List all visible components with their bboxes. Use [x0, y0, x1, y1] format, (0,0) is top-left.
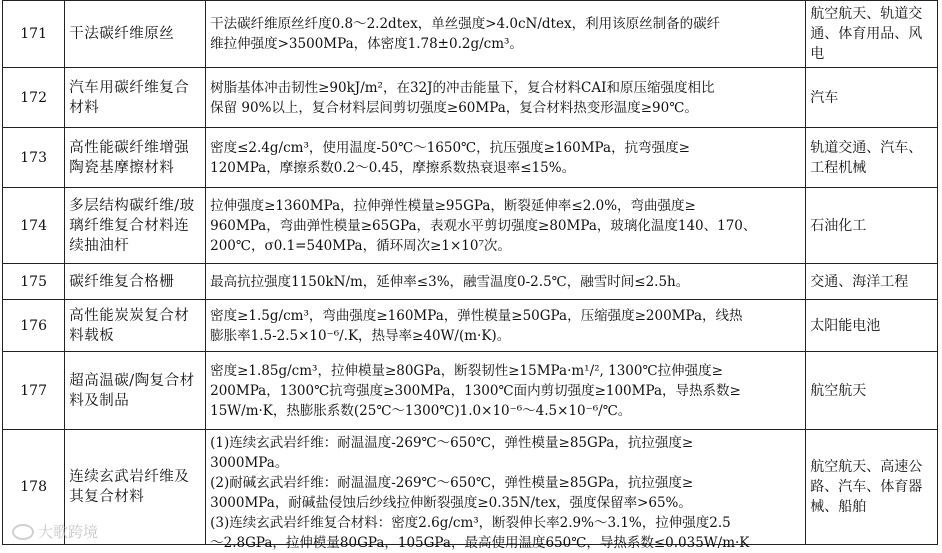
spec-line: 200MPa，1300℃抗弯强度≥300MPa，1300℃面内剪切强度≥100MPa，导热系数≥ — [210, 382, 741, 399]
application-field — [806, 68, 938, 128]
product-name: 超高温碳/陶复合材料及制品 — [65, 352, 206, 430]
spec-line: (1)连续玄武岩纤维：耐温温度-269℃～650℃，弹性模量≥85GPa，抗拉强度≥ — [210, 435, 694, 451]
table-row — [3, 264, 938, 300]
spec-line: ～2.8GPa，拉伸模量80GPa，105GPa，最高使用温度650℃，导热系数≤0.035W/m·K — [210, 535, 750, 551]
application-line: 石油化工 — [810, 217, 867, 234]
spec-table-body — [3, 1, 938, 551]
product-name: 多层结构碳纤维/玻璃纤维复合材料连续抽油杆 — [65, 188, 206, 264]
spec-line: 密度≥1.5g/cm³，弯曲强度≥160MPa，弹性模量≥50GPa，压缩强度≥200MPa，线热 — [210, 307, 743, 324]
spec-line: 膨胀率1.5-2.5×10⁻⁶/.K，热导率≥40W/(m·K)。 — [210, 327, 511, 344]
spec-requirements — [206, 128, 806, 188]
product-name: 汽车用碳纤维复合材料 — [65, 68, 206, 128]
spec-line: 最高抗拉强度1150kN/m，延伸率≤3%，融雪温度0-2.5℃，融雪时间≤2.5h。 — [210, 273, 690, 290]
spec-line: (3)连续玄武岩纤维复合材料：密度2.6g/cm³，断裂伸长率2.9%～3.1%，拉伸强度2.5 — [210, 515, 731, 531]
spec-line: 15W/m·K，热膨胀系数(25℃～1300℃)1.0×10⁻⁶～4.5×10⁻⁶/℃。 — [210, 402, 632, 419]
spec-line: 密度≤2.4g/cm³，使用温度-50℃～1650℃，抗压强度≥160MPa，抗弯强度≥ — [210, 139, 690, 156]
table-row — [3, 68, 938, 128]
row-number: 175 — [3, 264, 65, 300]
row-number: 176 — [3, 300, 65, 352]
spec-requirements — [206, 264, 806, 300]
application-field — [806, 128, 938, 188]
watermark-text: 大歌跨境 — [38, 523, 99, 541]
application-line: 交通、海洋工程 — [810, 273, 909, 290]
spec-requirements — [206, 352, 806, 430]
row-number: 174 — [3, 188, 65, 264]
table-row — [3, 188, 938, 264]
spec-line: 3000MPa。 — [210, 455, 289, 471]
spec-requirements — [206, 68, 806, 128]
watermark — [12, 521, 98, 542]
application-field — [806, 352, 938, 430]
table-row — [3, 1, 938, 68]
application-field — [806, 1, 938, 68]
spec-line: 树脂基体冲击韧性≥90kJ/m²，在32J的冲击能量下，复合材料CAI和原压缩强度相比 — [210, 79, 715, 96]
table-row — [3, 430, 938, 545]
product-name: 干法碳纤维原丝 — [65, 1, 206, 68]
spec-requirements — [206, 1, 806, 68]
product-name: 连续玄武岩纤维及其复合材料 — [65, 430, 206, 545]
spec-requirements — [206, 430, 806, 551]
spec-line: 960MPa，弯曲弹性模量≥65GPa，表观水平剪切强度≥80MPa，玻璃化温度140、170、 — [210, 217, 757, 234]
application-line: 航空航天 — [810, 382, 867, 399]
product-name: 碳纤维复合格栅 — [65, 264, 206, 300]
application-field — [806, 430, 938, 545]
spec-table — [2, 0, 938, 551]
application-line: 电 — [810, 46, 825, 62]
application-line: 通、体育用品、风 — [810, 26, 923, 42]
spec-lines-clip — [210, 433, 801, 551]
application-line: 工程机械 — [810, 159, 867, 176]
watermark-logo-icon — [12, 524, 34, 540]
spec-requirements — [206, 188, 806, 264]
table-row — [3, 352, 938, 430]
application-line: 航空航天、轨道交 — [810, 6, 923, 22]
row-number: 172 — [3, 68, 65, 128]
spec-line: 保留 90%以上，复合材料层间剪切强度≥60MPa，复合材料热变形温度≥90℃。 — [210, 99, 698, 116]
spec-line: 干法碳纤维原丝纤度0.8～2.2dtex，单丝强度>4.0cN/dtex，利用该原丝制备的碳纤 — [210, 16, 721, 32]
row-number: 173 — [3, 128, 65, 188]
table-row — [3, 128, 938, 188]
spec-requirements — [206, 300, 806, 352]
application-line: 汽车 — [810, 89, 839, 106]
spec-line: 密度≥1.85g/cm³，拉伸模量≥80GPa，断裂韧性≥15MPa·m¹/², 1300℃拉伸强度≥ — [210, 362, 723, 379]
application-line: 轨道交通、汽车、 — [810, 139, 923, 156]
row-number: 178 — [3, 430, 65, 545]
row-number: 177 — [3, 352, 65, 430]
application-field — [806, 188, 938, 264]
application-line: 太阳能电池 — [810, 317, 881, 334]
spec-line: 120MPa，摩擦系数0.2～0.45，摩擦系数热衰退率≤15%。 — [210, 159, 576, 176]
application-line: 械、船舶 — [810, 499, 867, 515]
application-line: 路、汽车、体育器 — [810, 479, 923, 495]
table-row — [3, 300, 938, 352]
spec-line: 200℃，σ0.1=540MPa，循环周次≥1×10⁷次。 — [210, 237, 511, 254]
spec-line: 维拉伸强度>3500MPa，体密度1.78±0.2g/cm³。 — [210, 36, 523, 52]
spec-line: 拉伸强度≥1360MPa，拉伸弹性模量≥95GPa，断裂延伸率≤2.0%，弯曲强度≥ — [210, 197, 696, 214]
application-field — [806, 264, 938, 300]
product-name: 高性能炭炭复合材料载板 — [65, 300, 206, 352]
spec-line: (2)耐碱玄武岩纤维：耐温温度-269℃～650℃，弹性模量≥85GPa，抗拉强度≥ — [210, 475, 694, 491]
application-field — [806, 300, 938, 352]
product-name: 高性能碳纤维增强陶瓷基摩擦材料 — [65, 128, 206, 188]
application-line: 航空航天、高速公 — [810, 459, 923, 475]
row-number: 171 — [3, 1, 65, 68]
spec-line: 3000MPa，耐碱盐侵蚀后纱线拉伸断裂强度≥0.35N/tex，强度保留率>65%。 — [210, 495, 692, 511]
